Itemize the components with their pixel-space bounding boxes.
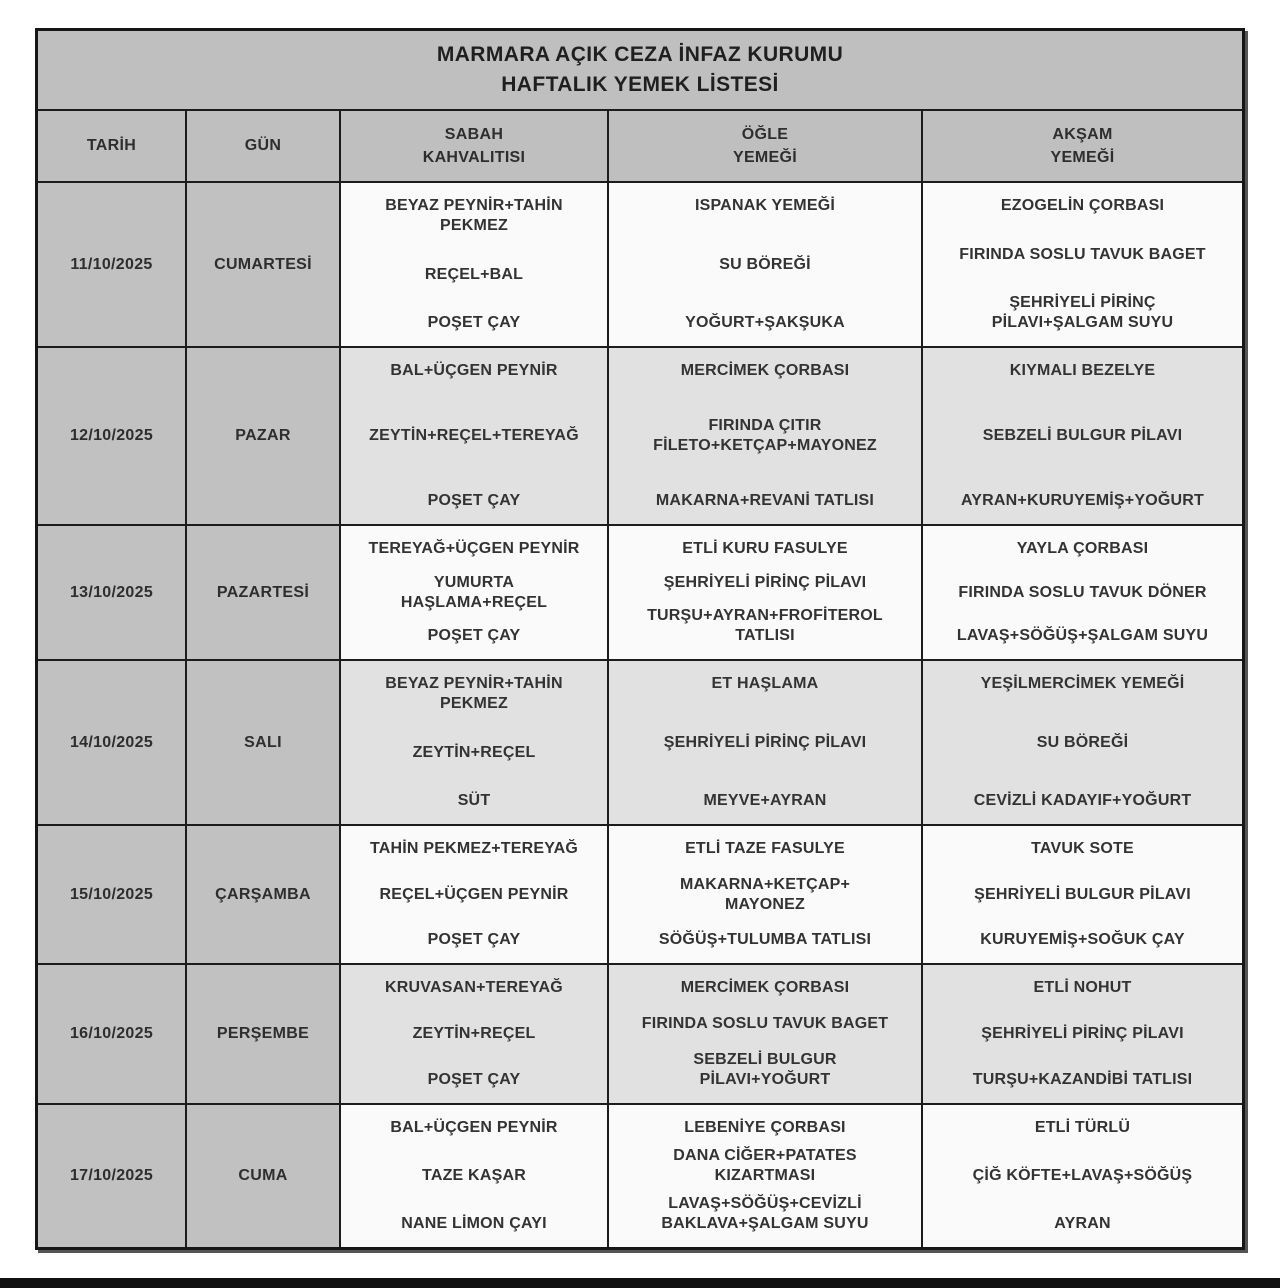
- meal-item: AYRAN+KURUYEMİŞ+YOĞURT: [961, 492, 1204, 509]
- lunch-cell: [609, 1105, 921, 1247]
- meal-item: TAHİN PEKMEZ+TEREYAĞ: [369, 840, 579, 857]
- date-cell: 13/10/2025: [38, 526, 185, 659]
- dinner-cell: [923, 826, 1242, 963]
- meal-item: EZOGELİN ÇORBASI: [1000, 197, 1165, 214]
- meal-item: AYRAN: [1054, 1215, 1111, 1232]
- meal-item: ŞEHRİYELİ PİRİNÇ PİLAVI: [663, 733, 867, 751]
- meal-item: ŞEHRİYELİ PİRİNÇ PİLAVI: [663, 573, 867, 591]
- dinner-cell: [923, 526, 1242, 659]
- meal-item: TEREYAĞ+ÜÇGEN PEYNİR: [368, 540, 580, 557]
- meal-item: ZEYTİN+REÇEL+TEREYAĞ: [369, 427, 579, 444]
- table-title: MARMARA AÇIK CEZA İNFAZ KURUMU HAFTALIK YEMEK LİSTESİ: [38, 31, 1242, 109]
- meal-item: MERCİMEK ÇORBASI: [680, 362, 850, 379]
- meal-item: FIRINDA SOSLU TAVUK BAGET: [959, 245, 1206, 263]
- meal-item: KRUVASAN+TEREYAĞ: [385, 979, 563, 996]
- dinner-cell: [923, 965, 1242, 1103]
- meal-item: BEYAZ PEYNİR+TAHİN PEKMEZ: [385, 197, 563, 234]
- meal-item: ŞEHRİYELİ BULGUR PİLAVI: [974, 885, 1191, 903]
- meal-item: SÜT: [457, 792, 491, 809]
- meal-item: POŞET ÇAY: [427, 627, 521, 644]
- breakfast-cell: [341, 826, 607, 963]
- meal-item: POŞET ÇAY: [427, 314, 521, 331]
- meal-item: LEBENİYE ÇORBASI: [684, 1119, 846, 1136]
- meal-item: BEYAZ PEYNİR+TAHİN PEKMEZ: [385, 675, 563, 712]
- meal-item: KURUYEMİŞ+SOĞUK ÇAY: [980, 931, 1185, 948]
- meal-item: FIRINDA ÇITIR FİLETO+KETÇAP+MAYONEZ: [653, 417, 877, 454]
- meal-item: ETLİ TÜRLÜ: [1034, 1119, 1131, 1136]
- date-cell: 14/10/2025: [38, 661, 185, 824]
- column-header-ogle-yemegi: ÖĞLE YEMEĞİ: [609, 111, 921, 181]
- meal-item: TURŞU+KAZANDİBİ TATLISI: [972, 1071, 1193, 1088]
- day-cell: ÇARŞAMBA: [187, 826, 339, 963]
- lunch-cell: [609, 348, 921, 524]
- meal-item: ÇİĞ KÖFTE+LAVAŞ+SÖĞÜŞ: [972, 1167, 1193, 1184]
- meal-item: POŞET ÇAY: [427, 492, 521, 509]
- date-cell: 11/10/2025: [38, 183, 185, 346]
- dinner-cell: [923, 348, 1242, 524]
- meal-item: BAL+ÜÇGEN PEYNİR: [390, 1119, 558, 1136]
- meal-item: ŞEHRİYELİ PİRİNÇ PİLAVI+ŞALGAM SUYU: [991, 294, 1174, 331]
- column-header-aksam-yemegi: AKŞAM YEMEĞİ: [923, 111, 1242, 181]
- meal-item: MERCİMEK ÇORBASI: [680, 979, 850, 996]
- lunch-cell: [609, 183, 921, 346]
- date-cell: 15/10/2025: [38, 826, 185, 963]
- breakfast-cell: [341, 1105, 607, 1247]
- meal-item: SEBZELİ BULGUR PİLAVI: [982, 427, 1183, 444]
- meal-item: POŞET ÇAY: [427, 1071, 521, 1088]
- meal-item: NANE LİMON ÇAYI: [401, 1215, 547, 1232]
- meal-item: ŞEHRİYELİ PİRİNÇ PİLAVI: [981, 1025, 1184, 1042]
- lunch-cell: [609, 661, 921, 824]
- meal-item: SU BÖREĞİ: [1036, 733, 1129, 751]
- meal-item: BAL+ÜÇGEN PEYNİR: [390, 362, 558, 379]
- date-cell: 12/10/2025: [38, 348, 185, 524]
- breakfast-cell: [341, 526, 607, 659]
- dinner-cell: [923, 661, 1242, 824]
- meal-item: POŞET ÇAY: [427, 931, 521, 948]
- breakfast-cell: [341, 965, 607, 1103]
- column-header-gun: GÜN: [187, 111, 339, 181]
- meal-item: ZEYTİN+REÇEL: [412, 743, 536, 761]
- meal-item: TURŞU+AYRAN+FROFİTEROL TATLISI: [647, 607, 883, 644]
- meal-item: REÇEL+BAL: [424, 265, 524, 283]
- meal-item: MAKARNA+KETÇAP+ MAYONEZ: [679, 875, 851, 913]
- day-cell: CUMA: [187, 1105, 339, 1247]
- bottom-black-bar: [0, 1278, 1280, 1288]
- column-header-sabah-kahvaltisi: SABAH KAHVALITISI: [341, 111, 607, 181]
- meal-item: REÇEL+ÜÇGEN PEYNİR: [379, 885, 569, 903]
- date-cell: 17/10/2025: [38, 1105, 185, 1247]
- meal-item: MEYVE+AYRAN: [703, 792, 827, 809]
- breakfast-cell: [341, 348, 607, 524]
- meal-item: YOĞURT+ŞAKŞUKA: [685, 314, 845, 331]
- meal-item: CEVİZLİ KADAYIF+YOĞURT: [973, 792, 1192, 809]
- meal-item: ETLİ TAZE FASULYE: [685, 840, 845, 857]
- meal-item: TAZE KAŞAR: [422, 1167, 526, 1184]
- lunch-cell: [609, 526, 921, 659]
- dinner-cell: [923, 1105, 1242, 1247]
- breakfast-cell: [341, 183, 607, 346]
- meal-item: LAVAŞ+SÖĞÜŞ+CEVİZLİ BAKLAVA+ŞALGAM SUYU: [661, 1195, 869, 1232]
- meal-item: MAKARNA+REVANİ TATLISI: [655, 492, 875, 509]
- day-cell: PERŞEMBE: [187, 965, 339, 1103]
- column-header-tarih: TARİH: [38, 111, 185, 181]
- lunch-cell: [609, 965, 921, 1103]
- meal-item: SU BÖREĞİ: [719, 255, 811, 273]
- day-cell: CUMARTESİ: [187, 183, 339, 346]
- day-cell: PAZARTESİ: [187, 526, 339, 659]
- meal-item: FIRINDA SOSLU TAVUK BAGET: [641, 1015, 889, 1032]
- menu-table: [35, 28, 1245, 1250]
- meal-item: KIYMALI BEZELYE: [1009, 362, 1156, 379]
- dinner-cell: [923, 183, 1242, 346]
- meal-item: YEŞİLMERCİMEK YEMEĞİ: [980, 675, 1185, 692]
- meal-item: FIRINDA SOSLU TAVUK DÖNER: [958, 583, 1207, 601]
- meal-item: SÖĞÜŞ+TULUMBA TATLISI: [658, 931, 872, 948]
- day-cell: PAZAR: [187, 348, 339, 524]
- meal-item: ISPANAK YEMEĞİ: [694, 197, 835, 214]
- meal-item: ETLİ KURU FASULYE: [682, 540, 848, 557]
- day-cell: SALI: [187, 661, 339, 824]
- meal-item: ET HAŞLAMA: [711, 675, 819, 692]
- meal-item: LAVAŞ+SÖĞÜŞ+ŞALGAM SUYU: [956, 627, 1209, 644]
- meal-item: DANA CİĞER+PATATES KIZARTMASI: [673, 1147, 857, 1184]
- meal-item: TAVUK SOTE: [1031, 840, 1134, 857]
- meal-item: ETLİ NOHUT: [1033, 979, 1132, 996]
- meal-item: SEBZELİ BULGUR PİLAVI+YOĞURT: [693, 1051, 837, 1088]
- meal-item: ZEYTİN+REÇEL: [412, 1025, 536, 1042]
- date-cell: 16/10/2025: [38, 965, 185, 1103]
- breakfast-cell: [341, 661, 607, 824]
- meal-item: YAYLA ÇORBASI: [1016, 540, 1149, 557]
- meal-item: YUMURTA HAŞLAMA+REÇEL: [400, 573, 548, 611]
- lunch-cell: [609, 826, 921, 963]
